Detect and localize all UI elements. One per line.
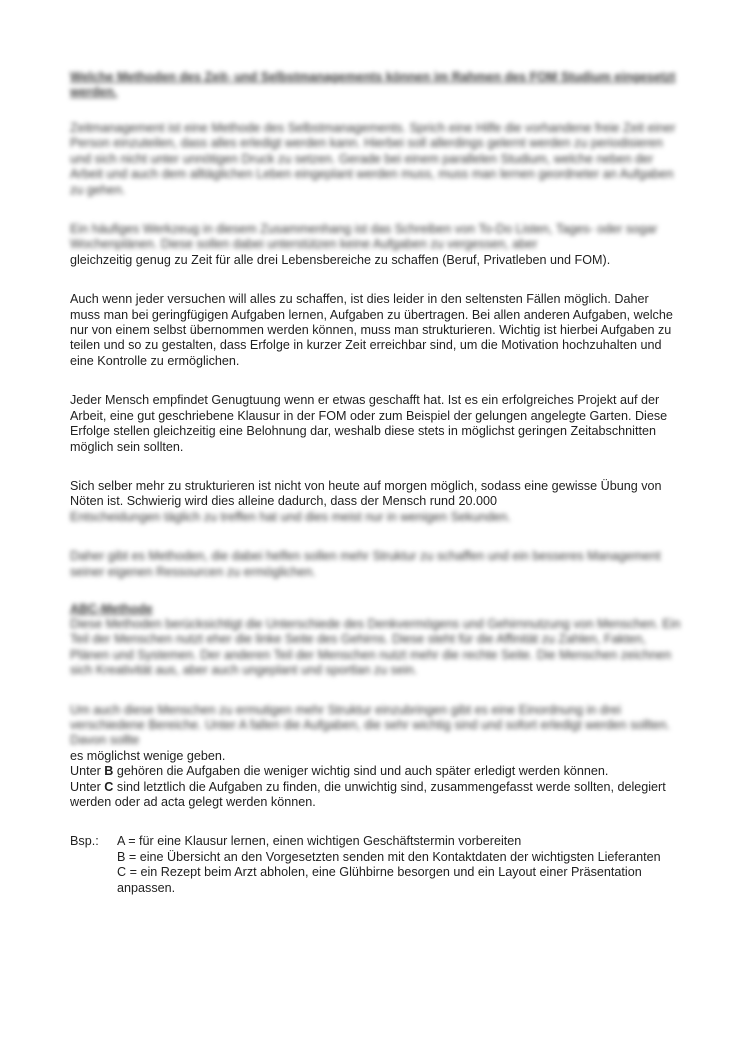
line-category-b bbox=[70, 764, 682, 779]
example-label: Bsp.: bbox=[70, 834, 99, 849]
example-b: B = eine Übersicht an den Vorgesetzten senden mit den Kontaktdaten der wichtigsten Lieferanten bbox=[117, 849, 661, 864]
paragraph-structure-blurred: Entscheidungen täglich zu treffen hat und dies meist nur in wenigen Sekunden. bbox=[70, 509, 511, 524]
document-title: Welche Methoden des Zeit- und Selbstmanagements können im Rahmen des FOM Studium eingesetzt werden. bbox=[70, 70, 676, 99]
paragraph-intro: Zeitmanagement ist eine Methode des Selbstmanagements. Sprich eine Hilfe die vorhandene freie Zeit einer Person einzuteilen, dass alles erledigt werden kann. Hierbei soll allerdings gelernt werden zu periodisieren und sich nicht unter unnötigen Druck zu setzen. Gerade bei einem parallelen Studium, welche neben der Arbeit und auch dem alltäglichen Leben eingeplant werden muss, muss man lernen geordneter an Aufgaben zu gehen. bbox=[70, 121, 676, 197]
example-items bbox=[117, 834, 682, 896]
example-block bbox=[70, 834, 682, 896]
line-category-c bbox=[70, 780, 682, 811]
document-page bbox=[70, 70, 682, 896]
paragraph-abc-categories-blurred: Um auch diese Menschen zu ermutigen mehr Struktur einzubringen gibt es eine Einordnung in drei verschiedene Bereiche. Unter A fallen die Aufgaben, die sehr wichtig sind und sofort erledigt werden sollten. Davon sollte bbox=[70, 702, 670, 748]
paragraph-todo-visible: gleichzeitig genug zu Zeit für alle drei Lebensbereiche zu schaffen (Beruf, Privatleben und FOM). bbox=[70, 252, 611, 267]
section-heading-abc: ABC-Methode bbox=[70, 601, 153, 616]
category-c-letter: C bbox=[104, 779, 114, 794]
paragraph-structure-visible: Sich selber mehr zu strukturieren ist nicht von heute auf morgen möglich, sodass eine gewisse Übung von Nöten ist. Schwierig wird dies alleine dadurch, dass der Mensch rund 20.000 bbox=[70, 478, 662, 509]
example-c: C = ein Rezept beim Arzt abholen, eine Glühbirne besorgen und ein Layout einer Präsentation anpassen. bbox=[117, 865, 642, 895]
paragraph-todo-blurred: Ein häufiges Werkzeug in diesem Zusammenhang ist das Schreiben von To-Do Listen, Tages- oder sogar Wochenplänen. Diese sollen dabei unterstützen keine Aufgaben zu vergessen, aber bbox=[70, 222, 658, 252]
paragraph-abc-brain: Diese Methoden berücksichtigt die Unterschiede des Denkvermögens und Gehirnnutzung von Menschen. Ein Teil der Menschen nutzt eher die linke Seite des Gehirns. Diese steht für die Affinität zu Zahlen, Fakten, Plänen und Systemen. Der anderen Teil der Menschen nutzt mehr die rechte Seite. Die Menschen zeichnen sich Kreativität aus, aber auch ungeplant und sportlan zu sein. bbox=[70, 616, 681, 678]
line-b-prefix: Unter bbox=[70, 764, 105, 779]
line-b-text: gehören die Aufgaben die weniger wichtig sind und auch später erledigt werden können. bbox=[113, 764, 609, 779]
line-c-text: sind letztlich die Aufgaben zu finden, die unwichtig sind, zusammengefasst werde sollten, delegiert werden oder ad acta gelegt werden können. bbox=[70, 779, 666, 809]
paragraph-methods: Daher gibt es Methoden, die dabei helfen sollen mehr Struktur zu schaffen und ein besseres Management seiner eigenen Ressourcen zu ermöglichen. bbox=[70, 549, 661, 579]
paragraph-abc-categories-visible: es möglichst wenige geben. bbox=[70, 748, 226, 763]
example-a: A = für eine Klausur lernen, einen wichtigen Geschäftstermin vorbereiten bbox=[117, 834, 522, 849]
paragraph-delegation: Auch wenn jeder versuchen will alles zu schaffen, ist dies leider in den seltensten Fällen möglich. Daher muss man bei geringfügigen Aufgaben lernen, Aufgaben zu übertragen. Bei allen anderen Aufgaben, welche nur von einem selbst übernommen werden können, muss man strukturieren. Wichtig ist hierbei Aufgaben zu teilen und so zu gestalten, dass Erfolge in kurzer Zeit erreichbar sind, um die Motivation hochzuhalten und eine Kontrolle zu ermöglichen. bbox=[70, 292, 673, 368]
paragraph-satisfaction: Jeder Mensch empfindet Genugtuung wenn er etwas geschafft hat. Ist es ein erfolgreiches Projekt auf der Arbeit, eine gut geschriebene Klausur in der FOM oder zum Beispiel der gelungen angelegte Garten. Diese Erfolge stellen gleichzeitig eine Belohnung dar, weshalb diese stets in möglichst geringen Zeitabschnitten möglich sein sollten. bbox=[70, 393, 668, 454]
line-c-prefix: Unter bbox=[70, 779, 105, 794]
category-b-letter: B bbox=[104, 764, 114, 779]
